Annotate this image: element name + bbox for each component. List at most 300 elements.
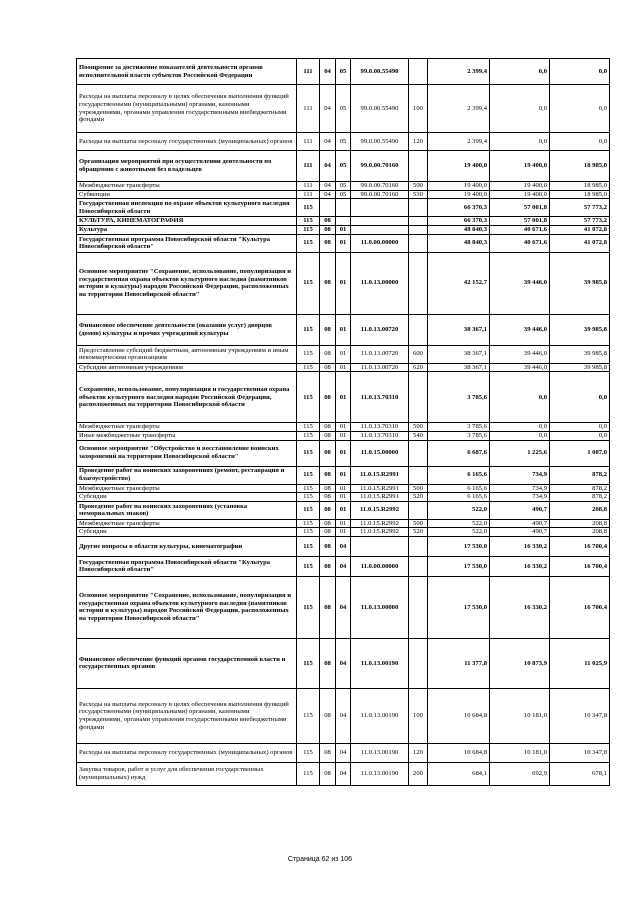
amount-year-3: 41 072,8 — [550, 226, 610, 235]
amount-year-3: 57 773,2 — [550, 217, 610, 226]
subsection-code: 01 — [336, 484, 351, 493]
grbs-code: 115 — [297, 484, 320, 493]
target-article-code: 11.0.15.R2992 — [351, 519, 409, 528]
grbs-code: 115 — [297, 431, 320, 440]
table-row — [77, 576, 610, 638]
expense-type-code: 530 — [409, 190, 428, 199]
grbs-code: 115 — [297, 519, 320, 528]
expense-type-code — [409, 576, 428, 638]
table-row — [77, 217, 610, 226]
grbs-code: 115 — [297, 234, 320, 252]
section-code — [320, 199, 336, 217]
target-article-code: 99.0.00.70160 — [351, 190, 409, 199]
section-code: 04 — [320, 151, 336, 182]
amount-year-1: 19 400,0 — [428, 182, 490, 191]
amount-year-3: 16 700,4 — [550, 576, 610, 638]
subsection-code: 01 — [336, 363, 351, 372]
expense-type-code — [409, 314, 428, 345]
expense-type-code: 620 — [409, 363, 428, 372]
row-name: Государственная программа Новосибирской области "Культура Новосибирской области" — [77, 234, 297, 252]
table-row — [77, 466, 610, 484]
expense-type-code — [409, 556, 428, 576]
section-code: 04 — [320, 59, 336, 85]
section-code: 08 — [320, 372, 336, 423]
target-article-code: 11.0.00.00000 — [351, 234, 409, 252]
target-article-code: 99.0.00.55490 — [351, 133, 409, 151]
amount-year-2: 0,0 — [490, 431, 550, 440]
target-article-code: 11.0.13.70310 — [351, 372, 409, 423]
subsection-code: 01 — [336, 314, 351, 345]
budget-table — [76, 58, 610, 786]
expense-type-code: 500 — [409, 484, 428, 493]
amount-year-2: 0,0 — [490, 85, 550, 133]
section-code: 04 — [320, 190, 336, 199]
grbs-code: 115 — [297, 314, 320, 345]
amount-year-2: 19 400,0 — [490, 190, 550, 199]
subsection-code — [336, 217, 351, 226]
grbs-code: 115 — [297, 372, 320, 423]
amount-year-1: 2 399,4 — [428, 59, 490, 85]
amount-year-2: 10 181,0 — [490, 743, 550, 762]
amount-year-2: 19 400,0 — [490, 151, 550, 182]
section-code: 08 — [320, 252, 336, 314]
amount-year-1: 2 399,4 — [428, 133, 490, 151]
subsection-code: 05 — [336, 190, 351, 199]
expense-type-code — [409, 466, 428, 484]
target-article-code: 11.0.15.00000 — [351, 440, 409, 466]
amount-year-3: 39 985,8 — [550, 363, 610, 372]
grbs-code: 115 — [297, 363, 320, 372]
amount-year-1: 17 530,0 — [428, 536, 490, 556]
row-name: Государственная инспекция по охране объектов культурного наследия Новосибирской области — [77, 199, 297, 217]
subsection-code: 05 — [336, 151, 351, 182]
amount-year-1: 38 367,1 — [428, 345, 490, 363]
section-code: 08 — [320, 536, 336, 556]
amount-year-1: 684,1 — [428, 762, 490, 785]
amount-year-2: 490,7 — [490, 519, 550, 528]
row-name: Расходы на выплаты персоналу государственных (муниципальных) органов — [77, 743, 297, 762]
amount-year-2: 16 330,2 — [490, 536, 550, 556]
amount-year-2: 490,7 — [490, 501, 550, 519]
amount-year-1: 522,0 — [428, 519, 490, 528]
amount-year-3: 208,8 — [550, 519, 610, 528]
amount-year-1: 2 399,4 — [428, 85, 490, 133]
table-row — [77, 688, 610, 743]
subsection-code: 01 — [336, 372, 351, 423]
subsection-code: 01 — [336, 519, 351, 528]
subsection-code: 01 — [336, 440, 351, 466]
amount-year-3: 878,2 — [550, 484, 610, 493]
subsection-code: 05 — [336, 133, 351, 151]
subsection-code: 04 — [336, 743, 351, 762]
row-name: Проведение работ на воинских захоронениях (ремонт, реставрация и благоустройство) — [77, 466, 297, 484]
amount-year-1: 6 165,6 — [428, 466, 490, 484]
grbs-code: 111 — [297, 151, 320, 182]
amount-year-1: 3 785,6 — [428, 372, 490, 423]
row-name: Сохранение, использование, популяризация и государственная охрана объектов культурного наследия народов Российской Федерации, расположенных на территории Новосибирской области — [77, 372, 297, 423]
target-article-code: 11.0.13.00720 — [351, 314, 409, 345]
section-code: 08 — [320, 345, 336, 363]
section-code: 08 — [320, 743, 336, 762]
expense-type-code: 600 — [409, 345, 428, 363]
table-row — [77, 484, 610, 493]
table-row — [77, 252, 610, 314]
section-code: 04 — [320, 85, 336, 133]
row-name: Культура — [77, 226, 297, 235]
table-row — [77, 762, 610, 785]
expense-type-code — [409, 226, 428, 235]
subsection-code: 01 — [336, 345, 351, 363]
amount-year-1: 522,0 — [428, 501, 490, 519]
expense-type-code — [409, 234, 428, 252]
row-name: Проведение работ на воинских захоронениях (установка мемориальных знаков) — [77, 501, 297, 519]
amount-year-2: 57 001,8 — [490, 217, 550, 226]
grbs-code: 111 — [297, 182, 320, 191]
target-article-code: 11.0.13.00190 — [351, 688, 409, 743]
amount-year-3: 0,0 — [550, 431, 610, 440]
amount-year-1: 48 840,3 — [428, 234, 490, 252]
amount-year-1: 66 370,3 — [428, 217, 490, 226]
amount-year-1: 10 684,8 — [428, 688, 490, 743]
expense-type-code — [409, 536, 428, 556]
target-article-code — [351, 226, 409, 235]
target-article-code: 99.0.00.55490 — [351, 59, 409, 85]
grbs-code: 115 — [297, 528, 320, 537]
amount-year-2: 0,0 — [490, 133, 550, 151]
grbs-code: 115 — [297, 252, 320, 314]
amount-year-3: 39 985,8 — [550, 252, 610, 314]
amount-year-2: 16 330,2 — [490, 556, 550, 576]
expense-type-code: 100 — [409, 85, 428, 133]
table-row — [77, 501, 610, 519]
table-row — [77, 372, 610, 423]
amount-year-1: 42 152,7 — [428, 252, 490, 314]
subsection-code: 04 — [336, 576, 351, 638]
table-row — [77, 493, 610, 502]
subsection-code: 04 — [336, 556, 351, 576]
amount-year-2: 734,9 — [490, 493, 550, 502]
page-number: Страница 62 из 106 — [287, 856, 353, 863]
section-code: 08 — [320, 638, 336, 688]
grbs-code: 115 — [297, 226, 320, 235]
subsection-code: 01 — [336, 423, 351, 432]
expense-type-code: 520 — [409, 528, 428, 537]
grbs-code: 111 — [297, 85, 320, 133]
amount-year-3: 16 700,4 — [550, 556, 610, 576]
amount-year-3: 0,0 — [550, 423, 610, 432]
table-row — [77, 234, 610, 252]
subsection-code: 01 — [336, 493, 351, 502]
amount-year-1: 48 840,3 — [428, 226, 490, 235]
section-code: 08 — [320, 217, 336, 226]
expense-type-code — [409, 217, 428, 226]
target-article-code: 11.0.00.00000 — [351, 556, 409, 576]
amount-year-1: 522,0 — [428, 528, 490, 537]
subsection-code: 05 — [336, 85, 351, 133]
grbs-code: 115 — [297, 217, 320, 226]
section-code: 08 — [320, 466, 336, 484]
row-name: Предоставление субсидий бюджетным, автономным учреждениям и иным некоммерческим организациям — [77, 345, 297, 363]
target-article-code: 11.0.13.00000 — [351, 576, 409, 638]
target-article-code: 11.0.13.00000 — [351, 252, 409, 314]
grbs-code: 111 — [297, 59, 320, 85]
amount-year-2: 0,0 — [490, 372, 550, 423]
expense-type-code: 200 — [409, 762, 428, 785]
section-code: 08 — [320, 762, 336, 785]
section-code: 08 — [320, 688, 336, 743]
amount-year-1: 66 370,3 — [428, 199, 490, 217]
expense-type-code: 120 — [409, 743, 428, 762]
target-article-code: 99.0.00.55490 — [351, 85, 409, 133]
amount-year-1: 6 165,6 — [428, 484, 490, 493]
table-row — [77, 85, 610, 133]
amount-year-3: 0,0 — [550, 372, 610, 423]
amount-year-3: 11 025,9 — [550, 638, 610, 688]
table-row — [77, 440, 610, 466]
amount-year-2: 490,7 — [490, 528, 550, 537]
expense-type-code — [409, 199, 428, 217]
section-code: 04 — [320, 182, 336, 191]
row-name: Основное мероприятие "Сохранение, использование, популяризация и государственная охрана объектов культурного наследия (памятников истории и культуры) народов Российской Федерации, расположенных на территории Новосибирской области" — [77, 576, 297, 638]
row-name: Расходы на выплаты персоналу в целях обеспечения выполнения функций государственными (муниципальными) органами, казенными учреждениями, органами управления государственными внебюджетными фондами — [77, 688, 297, 743]
amount-year-3: 208,8 — [550, 501, 610, 519]
section-code: 08 — [320, 493, 336, 502]
amount-year-2: 39 446,0 — [490, 314, 550, 345]
amount-year-1: 3 785,6 — [428, 423, 490, 432]
amount-year-2: 0,0 — [490, 423, 550, 432]
target-article-code: 11.0.13.70310 — [351, 423, 409, 432]
amount-year-2: 39 446,0 — [490, 363, 550, 372]
budget-table-page — [76, 58, 609, 786]
row-name: Иные межбюджетные трансферты — [77, 431, 297, 440]
target-article-code — [351, 536, 409, 556]
grbs-code: 115 — [297, 493, 320, 502]
amount-year-3: 208,8 — [550, 528, 610, 537]
target-article-code: 11.0.13.70310 — [351, 431, 409, 440]
row-name: Финансовое обеспечение деятельности (оказания услуг) дворцов (домов) культуры и прочих учреждений культуры — [77, 314, 297, 345]
expense-type-code: 500 — [409, 519, 428, 528]
subsection-code: 01 — [336, 226, 351, 235]
amount-year-1: 19 400,0 — [428, 151, 490, 182]
row-name: Межбюджетные трансферты — [77, 519, 297, 528]
grbs-code: 115 — [297, 638, 320, 688]
amount-year-1: 19 400,0 — [428, 190, 490, 199]
expense-type-code: 120 — [409, 133, 428, 151]
subsection-code: 05 — [336, 182, 351, 191]
subsection-code: 01 — [336, 431, 351, 440]
expense-type-code — [409, 372, 428, 423]
target-article-code: 11.0.15.R2991 — [351, 484, 409, 493]
target-article-code: 11.0.13.00720 — [351, 363, 409, 372]
amount-year-1: 11 377,8 — [428, 638, 490, 688]
section-code: 08 — [320, 528, 336, 537]
expense-type-code: 500 — [409, 423, 428, 432]
section-code: 08 — [320, 423, 336, 432]
grbs-code: 115 — [297, 536, 320, 556]
subsection-code: 04 — [336, 688, 351, 743]
table-row — [77, 638, 610, 688]
amount-year-3: 1 087,0 — [550, 440, 610, 466]
table-row — [77, 190, 610, 199]
expense-type-code: 500 — [409, 182, 428, 191]
table-row — [77, 59, 610, 85]
row-name: Субвенции — [77, 190, 297, 199]
table-row — [77, 519, 610, 528]
table-row — [77, 133, 610, 151]
expense-type-code — [409, 440, 428, 466]
amount-year-1: 38 367,1 — [428, 314, 490, 345]
table-row — [77, 536, 610, 556]
subsection-code — [336, 199, 351, 217]
expense-type-code — [409, 151, 428, 182]
row-name: Межбюджетные трансферты — [77, 182, 297, 191]
table-row — [77, 423, 610, 432]
grbs-code: 115 — [297, 466, 320, 484]
grbs-code: 111 — [297, 190, 320, 199]
row-name: Основное мероприятие "Обустройство и восстановление воинских захоронений на территории Новосибирской области" — [77, 440, 297, 466]
target-article-code: 99.0.00.70160 — [351, 182, 409, 191]
target-article-code: 11.0.13.00190 — [351, 762, 409, 785]
table-row — [77, 314, 610, 345]
amount-year-3: 0,0 — [550, 133, 610, 151]
budget-table-body — [77, 59, 610, 786]
amount-year-2: 40 671,6 — [490, 234, 550, 252]
row-name: Субсидии — [77, 493, 297, 502]
grbs-code: 115 — [297, 762, 320, 785]
table-row — [77, 743, 610, 762]
row-name: Другие вопросы в области культуры, кинематографии — [77, 536, 297, 556]
amount-year-3: 0,0 — [550, 85, 610, 133]
amount-year-3: 10 347,8 — [550, 743, 610, 762]
target-article-code: 99.0.00.70160 — [351, 151, 409, 182]
amount-year-1: 10 684,8 — [428, 743, 490, 762]
expense-type-code: 520 — [409, 493, 428, 502]
grbs-code: 115 — [297, 440, 320, 466]
subsection-code: 01 — [336, 528, 351, 537]
row-name: Закупка товаров, работ и услуг для обеспечения государственных (муниципальных) нужд — [77, 762, 297, 785]
amount-year-3: 18 985,0 — [550, 151, 610, 182]
row-name: Поощрение за достижение показателей деятельности органов исполнительной власти субъектов Российской Федерации — [77, 59, 297, 85]
row-name: Субсидии автономным учреждениям — [77, 363, 297, 372]
amount-year-2: 692,9 — [490, 762, 550, 785]
expense-type-code: 100 — [409, 688, 428, 743]
amount-year-1: 6 687,6 — [428, 440, 490, 466]
amount-year-2: 40 671,6 — [490, 226, 550, 235]
table-row — [77, 363, 610, 372]
amount-year-3: 878,2 — [550, 466, 610, 484]
section-code: 08 — [320, 234, 336, 252]
expense-type-code — [409, 59, 428, 85]
row-name: Финансовое обеспечение функций органов государственной власти и государственных органов — [77, 638, 297, 688]
row-name: Межбюджетные трансферты — [77, 484, 297, 493]
grbs-code: 115 — [297, 743, 320, 762]
subsection-code: 01 — [336, 234, 351, 252]
table-row — [77, 182, 610, 191]
row-name: Субсидии — [77, 528, 297, 537]
expense-type-code: 540 — [409, 431, 428, 440]
target-article-code: 11.0.13.00190 — [351, 638, 409, 688]
expense-type-code — [409, 501, 428, 519]
amount-year-3: 10 347,8 — [550, 688, 610, 743]
amount-year-2: 16 330,2 — [490, 576, 550, 638]
target-article-code: 11.0.15.R2992 — [351, 528, 409, 537]
target-article-code: 11.0.13.00190 — [351, 743, 409, 762]
target-article-code: 11.0.15.R2991 — [351, 493, 409, 502]
row-name: Расходы на выплаты персоналу государственных (муниципальных) органов — [77, 133, 297, 151]
grbs-code: 115 — [297, 345, 320, 363]
subsection-code: 01 — [336, 501, 351, 519]
grbs-code: 115 — [297, 501, 320, 519]
subsection-code: 01 — [336, 252, 351, 314]
section-code: 08 — [320, 431, 336, 440]
amount-year-2: 1 225,6 — [490, 440, 550, 466]
amount-year-3: 678,1 — [550, 762, 610, 785]
amount-year-1: 3 785,6 — [428, 431, 490, 440]
section-code: 08 — [320, 484, 336, 493]
amount-year-2: 734,9 — [490, 466, 550, 484]
table-row — [77, 151, 610, 182]
section-code: 04 — [320, 133, 336, 151]
section-code: 08 — [320, 314, 336, 345]
expense-type-code — [409, 638, 428, 688]
section-code: 08 — [320, 576, 336, 638]
table-row — [77, 226, 610, 235]
amount-year-3: 18 985,0 — [550, 182, 610, 191]
amount-year-3: 41 072,8 — [550, 234, 610, 252]
row-name: Государственная программа Новосибирской области "Культура Новосибирской области" — [77, 556, 297, 576]
expense-type-code — [409, 252, 428, 314]
grbs-code: 115 — [297, 576, 320, 638]
grbs-code: 115 — [297, 556, 320, 576]
subsection-code: 05 — [336, 59, 351, 85]
amount-year-2: 57 001,8 — [490, 199, 550, 217]
grbs-code: 115 — [297, 423, 320, 432]
row-name: Расходы на выплаты персоналу в целях обеспечения выполнения функций государственными (муниципальными) органами, казенными учреждениями, органами управления государственными внебюджетными фондами — [77, 85, 297, 133]
amount-year-1: 17 530,0 — [428, 576, 490, 638]
target-article-code — [351, 199, 409, 217]
subsection-code: 01 — [336, 466, 351, 484]
target-article-code — [351, 217, 409, 226]
row-name: Основное мероприятие "Сохранение, использование, популяризация и государственная охрана объектов культурного наследия (памятников истории и культуры) народов Российской Федерации, расположенных на территории Новосибирской области" — [77, 252, 297, 314]
grbs-code: 115 — [297, 688, 320, 743]
section-code: 08 — [320, 226, 336, 235]
amount-year-3: 16 700,4 — [550, 536, 610, 556]
table-row — [77, 345, 610, 363]
amount-year-3: 18 985,0 — [550, 190, 610, 199]
amount-year-3: 39 985,8 — [550, 314, 610, 345]
row-name: Межбюджетные трансферты — [77, 423, 297, 432]
amount-year-3: 39 985,8 — [550, 345, 610, 363]
amount-year-2: 0,0 — [490, 59, 550, 85]
amount-year-3: 0,0 — [550, 59, 610, 85]
amount-year-2: 734,9 — [490, 484, 550, 493]
target-article-code: 11.0.15.R2991 — [351, 466, 409, 484]
amount-year-1: 17 530,0 — [428, 556, 490, 576]
section-code: 08 — [320, 440, 336, 466]
subsection-code: 04 — [336, 536, 351, 556]
amount-year-1: 6 165,6 — [428, 493, 490, 502]
target-article-code: 11.0.15.R2992 — [351, 501, 409, 519]
target-article-code: 11.0.13.00720 — [351, 345, 409, 363]
table-row — [77, 199, 610, 217]
amount-year-3: 57 773,2 — [550, 199, 610, 217]
amount-year-2: 39 446,0 — [490, 252, 550, 314]
table-row — [77, 556, 610, 576]
amount-year-2: 19 400,0 — [490, 182, 550, 191]
section-code: 08 — [320, 363, 336, 372]
amount-year-2: 10 181,0 — [490, 688, 550, 743]
amount-year-2: 39 446,0 — [490, 345, 550, 363]
